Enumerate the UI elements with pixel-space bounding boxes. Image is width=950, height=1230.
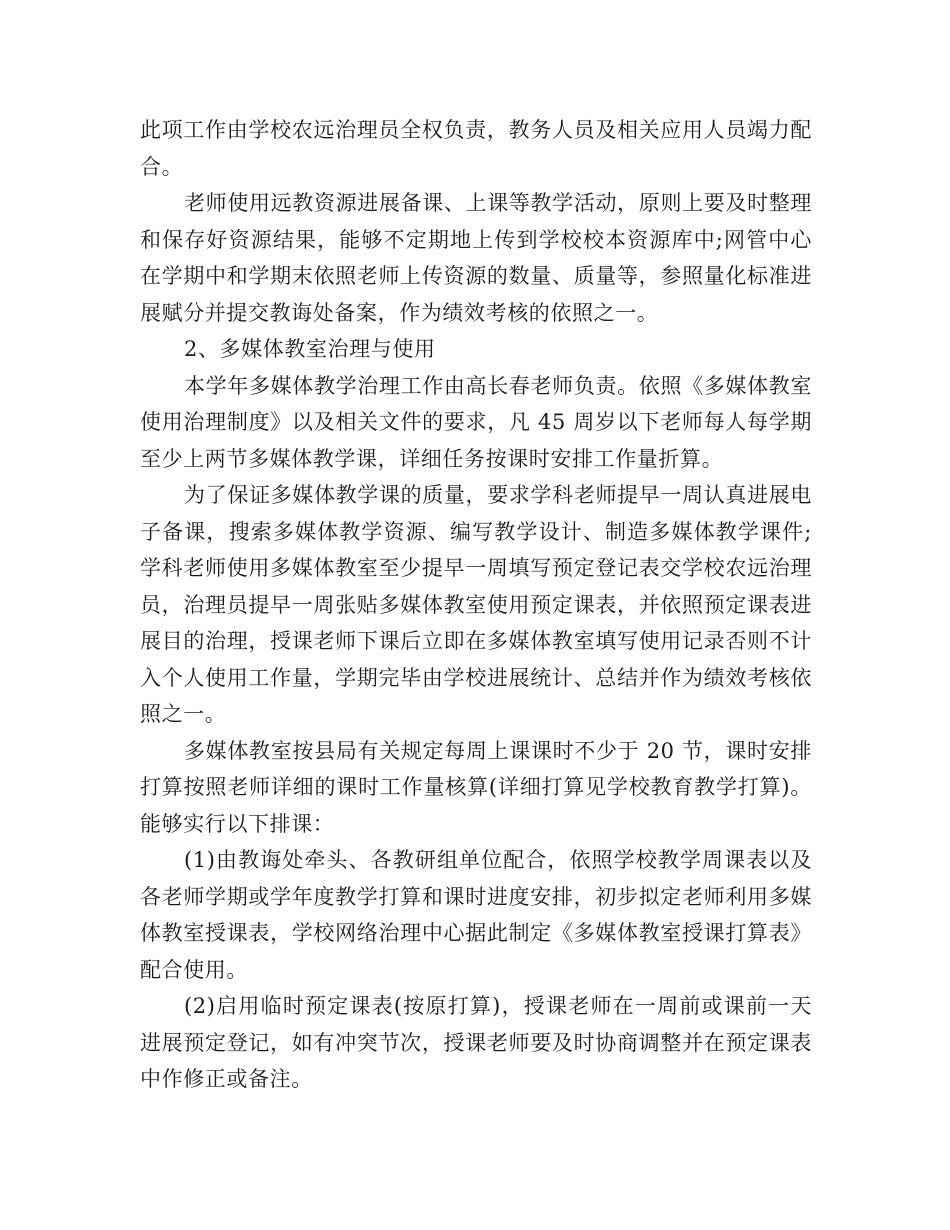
paragraph-6: (1)由教诲处牵头、各教研组单位配合，依照学校教学周课表以及各老师学期或学年度教学打算和课时进度安排，初步拟定老师利用多媒体教室授课表，学校网络治理中心据此制定《多媒体教室授课打算表》配合使用。 — [140, 848, 812, 982]
paragraph-1: 此项工作由学校农远治理员全权负责，教务人员及相关应用人员竭力配合。 — [140, 118, 812, 179]
paragraph-7: (2)启用临时预定课表(按原打算)，授课老师在一周前或课前一天进展预定登记，如有冲突节次，授课老师要及时协商调整并在预定课表中作修正或备注。 — [140, 994, 812, 1091]
paragraph-3: 本学年多媒体教学治理工作由高长春老师负责。依照《多媒体教室使用治理制度》以及相关文件的要求，凡 45 周岁以下老师每人每学期至少上两节多媒体教学课，详细任务按课时安排工作量折算。 — [140, 373, 812, 471]
document-body — [140, 112, 812, 1098]
section-heading: 2、多媒体教室治理与使用 — [184, 337, 436, 361]
paragraph-2: 老师使用远教资源进展备课、上课等教学活动，原则上要及时整理和保存好资源结果，能够不定期地上传到学校校本资源库中;网管中心在学期中和学期末依照老师上传资源的数量、质量等，参照量化标准进展赋分并提交教诲处备案，作为绩效考核的依照之一。 — [140, 191, 812, 325]
paragraph-4: 为了保证多媒体教学课的质量，要求学科老师提早一周认真进展电子备课，搜索多媒体教学资源、编写教学设计、制造多媒体教学课件;学科老师使用多媒体教室至少提早一周填写预定登记表交学校农远治理员，治理员提早一周张贴多媒体教室使用预定课表，并依照预定课表进展目的治理，授课老师下课后立即在多媒体教室填写使用记录否则不计入个人使用工作量，学期完毕由学校进展统计、总结并作为绩效考核依照之一。 — [140, 483, 812, 726]
paragraph-5: 多媒体教室按县局有关规定每周上课课时不少于 20 节，课时安排打算按照老师详细的课时工作量核算(详细打算见学校教育教学打算)。能够实行以下排课： — [140, 738, 812, 836]
